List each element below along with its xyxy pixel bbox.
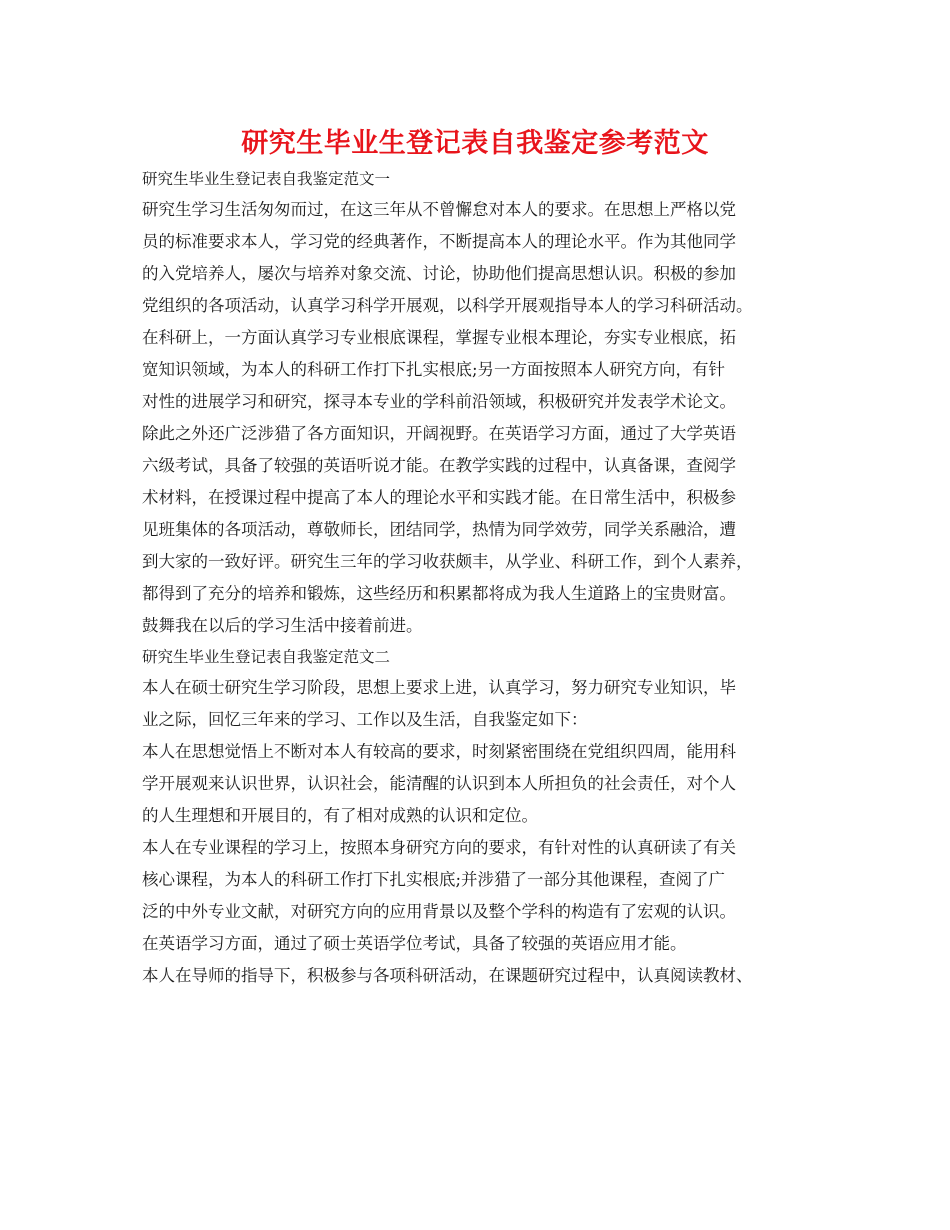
paragraph-line: 核心课程，为本人的科研工作打下扎实根底;并涉猎了一部分其他课程，查阅了广 [142,870,726,889]
paragraph-line: 对性的进展学习和研究，探寻本专业的学科前沿领域，积极研究并发表学术论文。 [142,392,736,411]
paragraph-line: 在科研上，一方面认真学习专业根底课程，掌握专业根本理论，夯实专业根底，拓 [142,328,736,347]
section-heading: 研究生毕业生登记表自我鉴定范文二 [142,648,391,666]
document-body [142,164,832,992]
paragraph-line: 本人在硕士研究生学习阶段，思想上要求上进，认真学习，努力研究专业知识，毕 [142,678,736,697]
paragraph-line: 本人在思想觉悟上不断对本人有较高的要求，时刻紧密围绕在党组织四周，能用科 [142,742,736,761]
paragraph-line: 的入党培养人，屡次与培养对象交流、讨论，协助他们提高思想认识。积极的参加 [142,264,736,283]
paragraph-line: 员的标准要求本人，学习党的经典著作，不断提高本人的理论水平。作为其他同学 [142,232,736,251]
paragraph-line: 鼓舞我在以后的学习生活中接着前进。 [142,616,423,635]
paragraph-line: 六级考试，具备了较强的英语听说才能。在教学实践的过程中，认真备课，查阅学 [142,456,736,475]
paragraph-line: 都得到了充分的培养和锻炼，这些经历和积累都将成为我人生道路上的宝贵财富。 [142,584,736,603]
paragraph-line: 党组织的各项活动，认真学习科学开展观，以科学开展观指导本人的学习科研活动。 [142,296,753,315]
paragraph-line: 研究生学习生活匆匆而过，在这三年从不曾懈怠对本人的要求。在思想上严格以党 [142,200,736,219]
paragraph-line: 本人在导师的指导下，积极参与各项科研活动，在课题研究过程中，认真阅读教材、 [142,966,753,985]
document-title: 研究生毕业生登记表自我鉴定参考范文 [241,128,709,159]
paragraph-line: 泛的中外专业文献，对研究方向的应用背景以及整个学科的构造有了宏观的认识。 [142,902,736,921]
paragraph-line: 术材料，在授课过程中提高了本人的理论水平和实践才能。在日常生活中，积极参 [142,488,736,507]
paragraph-line: 业之际，回忆三年来的学习、工作以及生活，自我鉴定如下： [142,710,588,729]
paragraph-line: 学开展观来认识世界，认识社会，能清醒的认识到本人所担负的社会责任，对个人 [142,774,736,793]
paragraph-line: 见班集体的各项活动，尊敬师长，团结同学，热情为同学效劳，同学关系融洽，遭 [142,520,736,539]
paragraph-line: 除此之外还广泛涉猎了各方面知识，开阔视野。在英语学习方面，通过了大学英语 [142,424,736,443]
paragraph-line: 的人生理想和开展目的，有了相对成熟的认识和定位。 [142,806,538,825]
paragraph-line: 到大家的一致好评。研究生三年的学习收获颇丰，从学业、科研工作，到个人素养， [142,552,753,571]
paragraph-line: 在英语学习方面，通过了硕士英语学位考试，具备了较强的英语应用才能。 [142,934,687,953]
paragraph-line: 宽知识领域，为本人的科研工作打下扎实根底;另一方面按照本人研究方向，有针 [142,360,726,379]
paragraph-line: 本人在专业课程的学习上，按照本身研究方向的要求，有针对性的认真研读了有关 [142,838,736,857]
section-heading: 研究生毕业生登记表自我鉴定范文一 [142,170,391,188]
